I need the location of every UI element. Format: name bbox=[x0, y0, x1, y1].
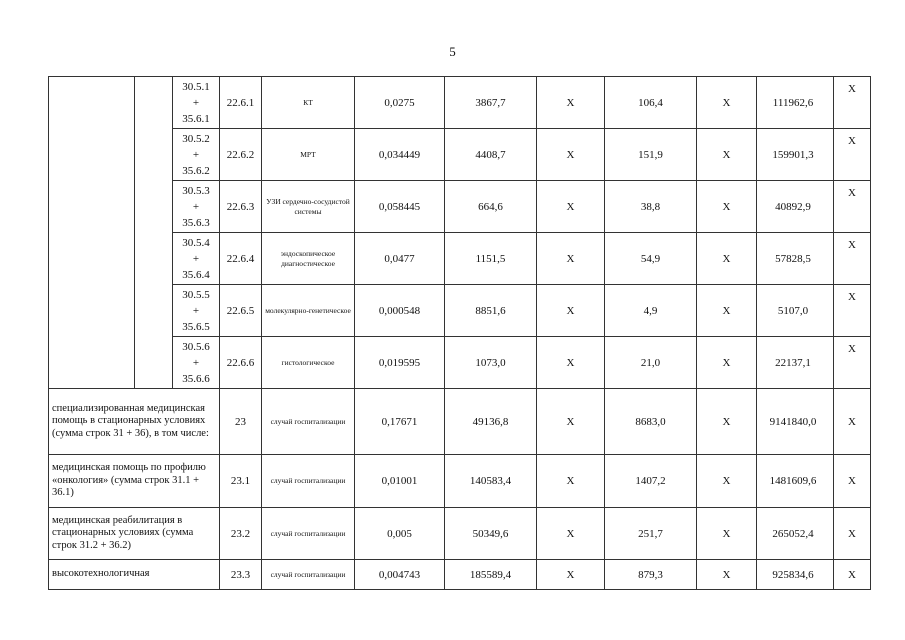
row-code-part: 35.6.1 bbox=[182, 112, 210, 125]
cost-value: 140583,4 bbox=[445, 455, 537, 508]
row-code-part: 30.5.6 bbox=[182, 340, 210, 353]
x-mark: Х bbox=[834, 337, 871, 389]
total-value: 9141840,0 bbox=[757, 389, 834, 455]
table-row bbox=[49, 77, 871, 129]
row-code-part: + bbox=[192, 148, 200, 161]
norm-value: 0,019595 bbox=[355, 337, 445, 389]
norm-value: 0,058445 bbox=[355, 181, 445, 233]
cost-value: 49136,8 bbox=[445, 389, 537, 455]
cost-value: 8851,6 bbox=[445, 285, 537, 337]
x-mark: Х bbox=[537, 560, 605, 590]
total-value: 111962,6 bbox=[757, 77, 834, 129]
total-value: 22137,1 bbox=[757, 337, 834, 389]
total-value: 40892,9 bbox=[757, 181, 834, 233]
x-mark: Х bbox=[697, 337, 757, 389]
x-mark: Х bbox=[834, 129, 871, 181]
row-code-cell bbox=[173, 337, 220, 389]
row-code-part: 30.5.4 bbox=[182, 236, 210, 249]
unit-label: случай госпитализации bbox=[262, 560, 355, 590]
row-label: высокотехнологичная bbox=[49, 560, 220, 590]
per-capita-value: 8683,0 bbox=[605, 389, 697, 455]
row-code-part: 35.6.3 bbox=[182, 216, 210, 229]
cost-value: 4408,7 bbox=[445, 129, 537, 181]
x-mark: Х bbox=[834, 285, 871, 337]
total-value: 925834,6 bbox=[757, 560, 834, 590]
row-number: 23.2 bbox=[220, 508, 262, 560]
row-number: 23 bbox=[220, 389, 262, 455]
row-name: УЗИ сердечно-сосудистой системы bbox=[262, 181, 355, 233]
cost-value: 1151,5 bbox=[445, 233, 537, 285]
x-mark: Х bbox=[697, 508, 757, 560]
x-mark: Х bbox=[537, 181, 605, 233]
x-mark: Х bbox=[537, 508, 605, 560]
cost-value: 664,6 bbox=[445, 181, 537, 233]
table-row bbox=[49, 129, 871, 181]
row-code-cell bbox=[173, 129, 220, 181]
table-row bbox=[49, 560, 871, 590]
per-capita-value: 4,9 bbox=[605, 285, 697, 337]
x-mark: Х bbox=[537, 455, 605, 508]
row-code-part: + bbox=[192, 96, 200, 109]
total-value: 1481609,6 bbox=[757, 455, 834, 508]
row-code-part: + bbox=[192, 200, 200, 213]
table-row bbox=[49, 233, 871, 285]
row-label: медицинская помощь по профилю «онкология» (сумма строк 31.1 + 36.1) bbox=[49, 455, 220, 508]
cost-value: 185589,4 bbox=[445, 560, 537, 590]
row-code-part: 35.6.2 bbox=[182, 164, 210, 177]
x-mark: Х bbox=[834, 389, 871, 455]
row-name: МРТ bbox=[262, 129, 355, 181]
cost-value: 50349,6 bbox=[445, 508, 537, 560]
row-code-part: + bbox=[192, 304, 200, 317]
row-code-part: 35.6.6 bbox=[182, 372, 210, 385]
x-mark: Х bbox=[537, 285, 605, 337]
row-code-part: 30.5.5 bbox=[182, 288, 210, 301]
x-mark: Х bbox=[834, 233, 871, 285]
per-capita-value: 151,9 bbox=[605, 129, 697, 181]
per-capita-value: 879,3 bbox=[605, 560, 697, 590]
per-capita-value: 38,8 bbox=[605, 181, 697, 233]
row-number: 23.3 bbox=[220, 560, 262, 590]
row-name: молекулярно-генетическое bbox=[262, 285, 355, 337]
merged-blank-cell bbox=[135, 77, 173, 389]
x-mark: Х bbox=[834, 455, 871, 508]
row-number: 22.6.6 bbox=[220, 337, 262, 389]
x-mark: Х bbox=[697, 285, 757, 337]
x-mark: Х bbox=[697, 181, 757, 233]
total-value: 5107,0 bbox=[757, 285, 834, 337]
unit-label: случай госпитализации bbox=[262, 389, 355, 455]
norm-value: 0,0477 bbox=[355, 233, 445, 285]
row-number: 22.6.2 bbox=[220, 129, 262, 181]
row-number: 22.6.4 bbox=[220, 233, 262, 285]
per-capita-value: 106,4 bbox=[605, 77, 697, 129]
norm-value: 0,01001 bbox=[355, 455, 445, 508]
per-capita-value: 1407,2 bbox=[605, 455, 697, 508]
merged-blank-cell bbox=[49, 77, 135, 389]
total-value: 159901,3 bbox=[757, 129, 834, 181]
table-row bbox=[49, 337, 871, 389]
unit-label: случай госпитализации bbox=[262, 508, 355, 560]
row-code-part: 30.5.2 bbox=[182, 132, 210, 145]
row-code-part: 35.6.5 bbox=[182, 320, 210, 333]
x-mark: Х bbox=[697, 233, 757, 285]
x-mark: Х bbox=[537, 77, 605, 129]
row-number: 22.6.5 bbox=[220, 285, 262, 337]
row-code-cell bbox=[173, 285, 220, 337]
x-mark: Х bbox=[697, 455, 757, 508]
per-capita-value: 54,9 bbox=[605, 233, 697, 285]
row-code-part: + bbox=[192, 252, 200, 265]
norm-value: 0,17671 bbox=[355, 389, 445, 455]
x-mark: Х bbox=[537, 129, 605, 181]
x-mark: Х bbox=[697, 129, 757, 181]
x-mark: Х bbox=[697, 560, 757, 590]
table-row bbox=[49, 181, 871, 233]
per-capita-value: 21,0 bbox=[605, 337, 697, 389]
table-row bbox=[49, 455, 871, 508]
row-code-part: 30.5.3 bbox=[182, 184, 210, 197]
unit-label: случай госпитализации bbox=[262, 455, 355, 508]
row-number: 22.6.3 bbox=[220, 181, 262, 233]
norm-value: 0,005 bbox=[355, 508, 445, 560]
x-mark: Х bbox=[834, 77, 871, 129]
row-name: КТ bbox=[262, 77, 355, 129]
x-mark: Х bbox=[697, 77, 757, 129]
row-name: гистологическое bbox=[262, 337, 355, 389]
x-mark: Х bbox=[537, 389, 605, 455]
norm-value: 0,034449 bbox=[355, 129, 445, 181]
row-label: медицинская реабилитация в стационарных условиях (сумма строк 31.2 + 36.2) bbox=[49, 508, 220, 560]
x-mark: Х bbox=[834, 181, 871, 233]
x-mark: Х bbox=[697, 389, 757, 455]
row-code-cell bbox=[173, 233, 220, 285]
norm-value: 0,004743 bbox=[355, 560, 445, 590]
row-number: 23.1 bbox=[220, 455, 262, 508]
x-mark: Х bbox=[537, 337, 605, 389]
norm-value: 0,0275 bbox=[355, 77, 445, 129]
cost-value: 1073,0 bbox=[445, 337, 537, 389]
row-code-cell bbox=[173, 77, 220, 129]
cost-value: 3867,7 bbox=[445, 77, 537, 129]
row-code-cell bbox=[173, 181, 220, 233]
row-code-part: 35.6.4 bbox=[182, 268, 210, 281]
table-body bbox=[49, 77, 871, 590]
row-number: 22.6.1 bbox=[220, 77, 262, 129]
row-name: эндоскопическое диагностическое bbox=[262, 233, 355, 285]
row-code-part: 30.5.1 bbox=[182, 80, 210, 93]
x-mark: Х bbox=[537, 233, 605, 285]
data-table bbox=[48, 76, 871, 590]
page-number: 5 bbox=[449, 44, 456, 59]
x-mark: Х bbox=[834, 508, 871, 560]
total-value: 265052,4 bbox=[757, 508, 834, 560]
total-value: 57828,5 bbox=[757, 233, 834, 285]
row-label: специализированная медицинская помощь в стационарных условиях (сумма строк 31 + 36), в том числе: bbox=[49, 389, 220, 455]
row-code-part: + bbox=[192, 356, 200, 369]
table-row bbox=[49, 389, 871, 455]
table-row bbox=[49, 285, 871, 337]
x-mark: Х bbox=[834, 560, 871, 590]
per-capita-value: 251,7 bbox=[605, 508, 697, 560]
norm-value: 0,000548 bbox=[355, 285, 445, 337]
table-row bbox=[49, 508, 871, 560]
